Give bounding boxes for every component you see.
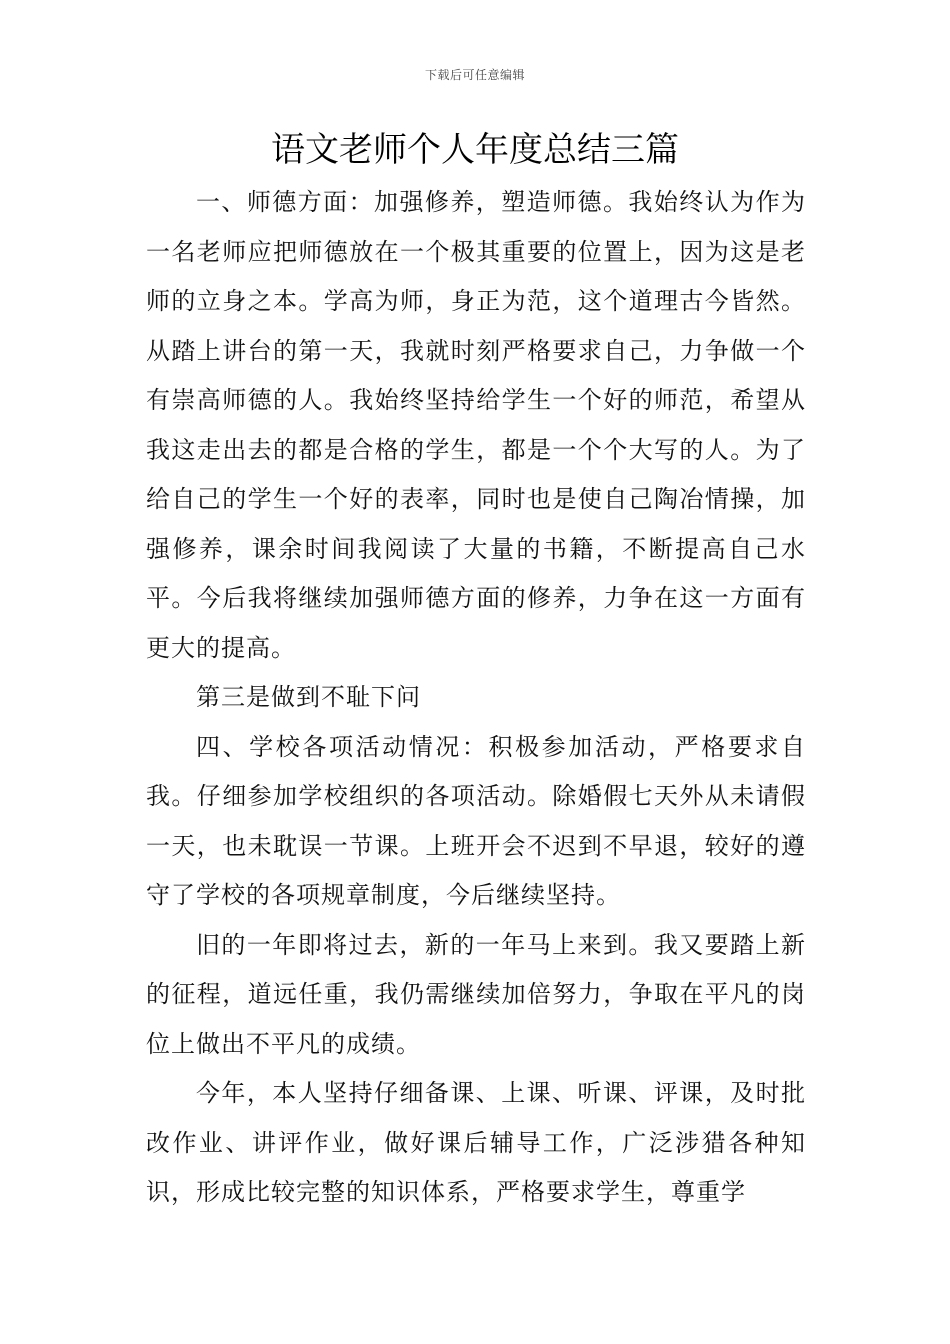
paragraph-ask-humbly: 第三是做到不耻下问 — [196, 683, 421, 711]
header-note: 下载后可任意编辑 — [424, 68, 525, 82]
document-title: 语文老师个人年度总结三篇 — [271, 130, 679, 170]
document-body — [146, 178, 806, 1218]
paragraph-new-year: 旧的一年即将过去，新的一年马上来到。我又要踏上新的征程，道远任重，我仍需继续加倍努力，争取在平凡的岗位上做出不平凡的成绩。 — [146, 930, 806, 1058]
paragraph-school-activities: 四、学校各项活动情况：积极参加活动，严格要求自我。仔细参加学校组织的各项活动。除婚假七天外从未请假一天，也未耽误一节课。上班开会不迟到不早退，较好的遵守了学校的各项规章制度，今后继续坚持。 — [146, 732, 806, 909]
paragraph-ethics: 一、师德方面：加强修养，塑造师德。我始终认为作为一名老师应把师德放在一个极其重要的位置上，因为这是老师的立身之本。学高为师，身正为范，这个道理古今皆然。从踏上讲台的第一天，我就时刻严格要求自己，力争做一个有崇高师德的人。我始终坚持给学生一个好的师范，希望从我这走出去的都是合格的学生，都是一个个大写的人。为了给自己的学生一个好的表率，同时也是使自己陶冶情操，加强修养，课余时间我阅读了大量的书籍，不断提高自己水平。今后我将继续加强师德方面的修养，力争在这一方面有更大的提高。 — [146, 188, 806, 662]
paragraph-teaching-work: 今年，本人坚持仔细备课、上课、听课、评课，及时批改作业、讲评作业，做好课后辅导工作，广泛涉猎各种知识，形成比较完整的知识体系，严格要求学生，尊重学 — [146, 1079, 806, 1206]
